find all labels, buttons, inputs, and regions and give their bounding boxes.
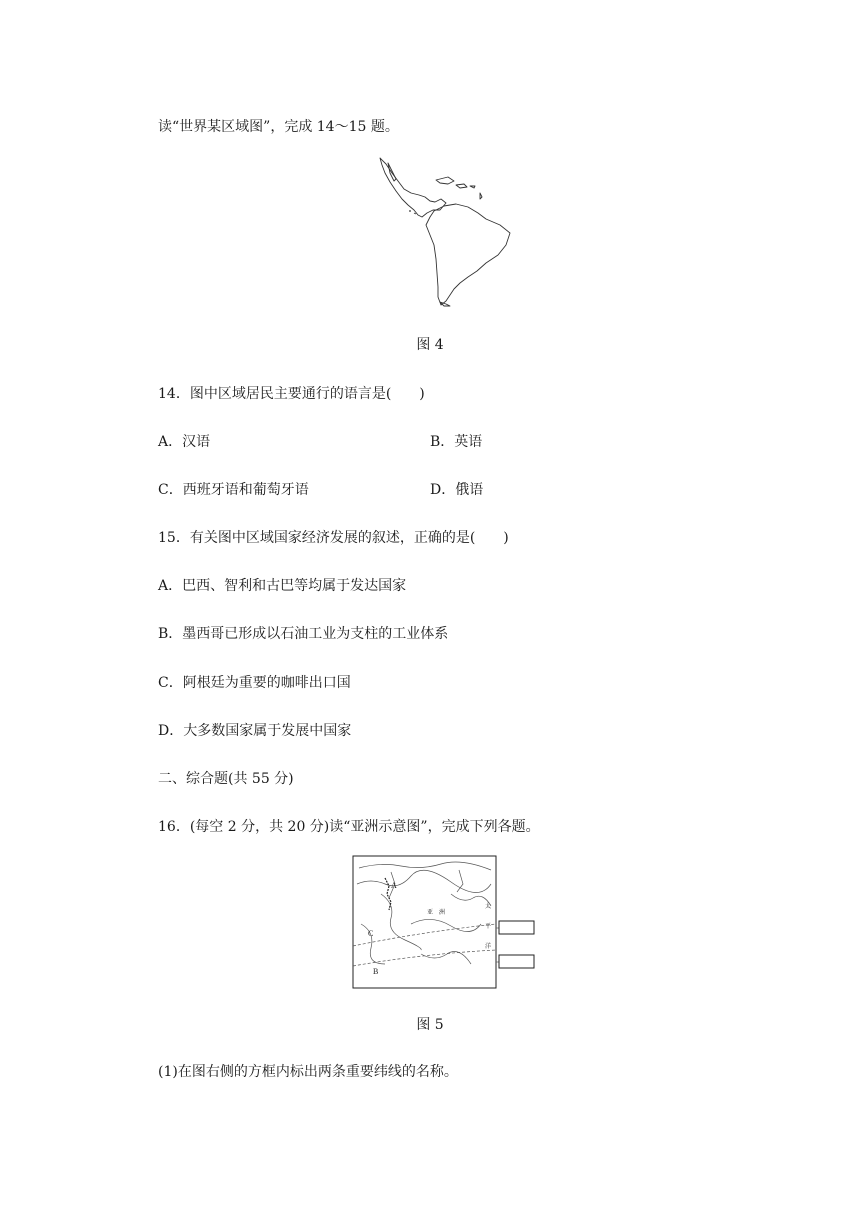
latin-america-map bbox=[378, 155, 513, 307]
q15-stem: 15．有关图中区域国家经济发展的叙述，正确的是( ) bbox=[158, 530, 509, 546]
q14-stem: 14．图中区域居民主要通行的语言是( ) bbox=[158, 386, 425, 402]
q15-option-b: B．墨西哥已形成以石油工业为支柱的工业体系 bbox=[158, 626, 449, 642]
q14-option-c: C．西班牙语和葡萄牙语 bbox=[158, 482, 309, 498]
q15-option-d: D．大多数国家属于发展中国家 bbox=[158, 723, 352, 739]
map-label-pacific-2: 平 bbox=[485, 924, 492, 930]
map-label-pacific-1: 太 bbox=[485, 904, 492, 910]
map-label-asia: 亚 洲 bbox=[427, 910, 446, 916]
map-label-pacific-3: 洋 bbox=[485, 944, 492, 950]
asia-map bbox=[351, 854, 537, 990]
map-label-b: B bbox=[373, 967, 379, 976]
q15-option-a: A．巴西、智利和古巴等均属于发达国家 bbox=[158, 578, 407, 594]
intro-text: 读“世界某区域图”，完成 14～15 题。 bbox=[158, 119, 399, 135]
q14-option-a: A．汉语 bbox=[158, 434, 211, 450]
map-label-c: C bbox=[368, 929, 374, 938]
map-label-a: A bbox=[391, 881, 397, 890]
answer-box-upper[interactable] bbox=[499, 921, 534, 934]
section2-title: 二、综合题(共 55 分) bbox=[158, 771, 294, 787]
figure5-caption: 图 5 bbox=[416, 1017, 444, 1033]
q14-option-b: B．英语 bbox=[430, 434, 483, 450]
q16-stem: 16．(每空 2 分，共 20 分)读“亚洲示意图”，完成下列各题。 bbox=[158, 819, 540, 835]
figure4-caption: 图 4 bbox=[416, 337, 444, 353]
answer-box-lower[interactable] bbox=[499, 955, 534, 968]
q15-option-c: C．阿根廷为重要的咖啡出口国 bbox=[158, 675, 351, 691]
q14-option-d: D．俄语 bbox=[430, 482, 484, 498]
q16-sub1: (1)在图右侧的方框内标出两条重要纬线的名称。 bbox=[158, 1064, 458, 1080]
